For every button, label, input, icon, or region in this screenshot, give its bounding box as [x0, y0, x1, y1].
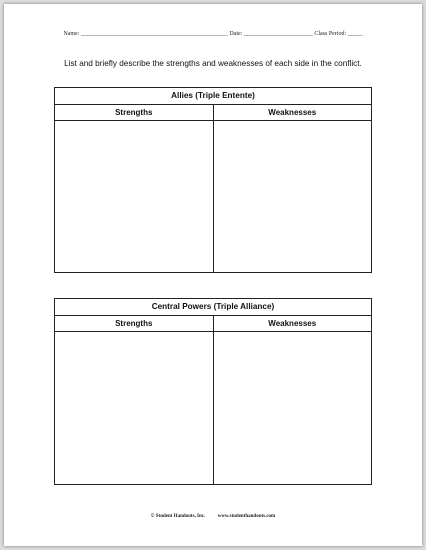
- instructions-text: List and briefly describe the strengths and weaknesses of each side in the conflict.: [64, 59, 362, 68]
- central-powers-columns: [55, 316, 371, 484]
- allies-columns: [55, 105, 371, 272]
- central-powers-weaknesses-header: Weaknesses: [214, 316, 372, 332]
- central-powers-chart: [54, 298, 372, 485]
- central-powers-strengths-header: Strengths: [55, 316, 213, 332]
- footer-copyright: © Student Handouts, Inc. www.studenthandouts.com: [150, 514, 276, 519]
- central-powers-weaknesses-column: [213, 316, 372, 484]
- allies-strengths-area[interactable]: [55, 121, 213, 272]
- allies-weaknesses-header: Weaknesses: [214, 105, 372, 121]
- allies-strengths-header: Strengths: [55, 105, 213, 121]
- allies-chart: [54, 87, 372, 273]
- worksheet-page: [4, 4, 422, 546]
- central-powers-weaknesses-area[interactable]: [214, 332, 372, 484]
- central-powers-strengths-column: [55, 316, 213, 484]
- central-powers-strengths-area[interactable]: [55, 332, 213, 484]
- allies-weaknesses-column: [213, 105, 372, 272]
- allies-strengths-column: [55, 105, 213, 272]
- allies-weaknesses-area[interactable]: [214, 121, 372, 272]
- name-date-period-line: Name: _________________________________________________ Date: _______________________ Class Period: _____: [63, 31, 363, 37]
- central-powers-chart-title: Central Powers (Triple Alliance): [55, 299, 371, 316]
- allies-chart-title: Allies (Triple Entente): [55, 88, 371, 105]
